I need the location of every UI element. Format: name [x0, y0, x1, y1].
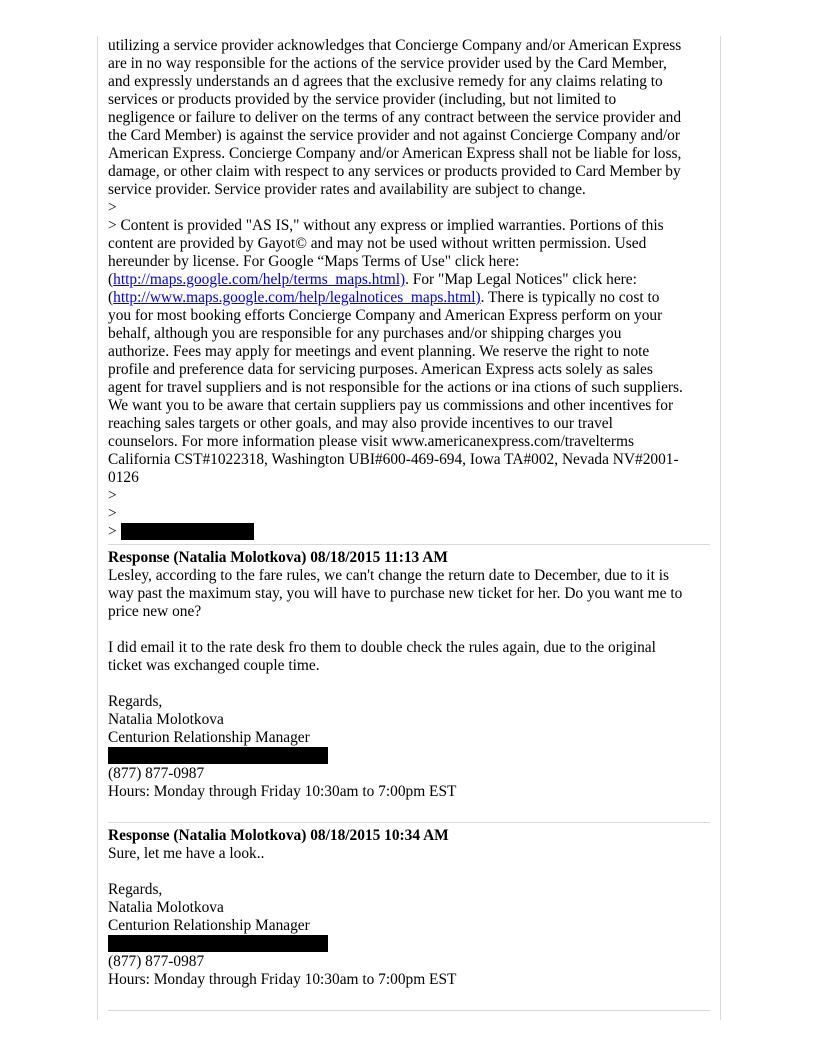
- divider: [108, 822, 710, 823]
- spacer: [108, 621, 710, 639]
- spacer: [108, 675, 710, 693]
- spacer: [108, 989, 710, 1007]
- signature-title: Centurion Relationship Manager: [108, 729, 310, 746]
- response-header: Response (Natalia Molotkova) 08/18/2015 11:13 AM: [108, 549, 448, 566]
- divider: [108, 1010, 710, 1011]
- terms-line: agent for travel suppliers and is not responsible for the actions or ina ctions of such suppliers.: [108, 379, 683, 396]
- terms-line: reaching sales targets or other goals, and may also provide incentives to our travel: [108, 415, 613, 432]
- terms-line: We want you to be aware that certain suppliers pay us commissions and other incentives for: [108, 397, 674, 414]
- terms-paragraph: [108, 217, 710, 541]
- terms-line: California CST#1022318, Washington UBI#600-469-694, Iowa TA#002, Nevada NV#2001-: [108, 451, 679, 468]
- quote-marker: >: [108, 487, 117, 504]
- terms-line: content are provided by Gayot© and may not be used without written permission. Used: [108, 235, 647, 252]
- terms-line: counselors. For more information please visit www.americanexpress.com/travelterms: [108, 433, 634, 450]
- signature-hours: Hours: Monday through Friday 10:30am to 7:00pm EST: [108, 971, 457, 988]
- maps-terms-link[interactable]: http://maps.google.com/help/terms_maps.html): [113, 271, 406, 288]
- quote-marker: >: [108, 523, 121, 540]
- email-thread: [108, 37, 710, 1015]
- response-entry: [108, 827, 710, 1007]
- link-suffix: . There is typically no cost to: [480, 289, 660, 306]
- response-body-line: Sure, let me have a look..: [108, 845, 265, 862]
- redaction-box: [121, 523, 254, 540]
- disclaimer-line: negligence or failure to deliver on the terms of any contract between the service provider and: [108, 109, 682, 126]
- disclaimer-line: service provider. Service provider rates and availability are subject to change.: [108, 181, 586, 198]
- quote-marker: >: [108, 505, 117, 522]
- signature-regards: Regards,: [108, 693, 163, 710]
- legal-notices-link[interactable]: http://www.maps.google.com/help/legalnotices_maps.html): [113, 289, 481, 306]
- response-body-line: Lesley, according to the fare rules, we can't change the return date to December, due to it is: [108, 567, 669, 584]
- quote-marker: >: [108, 199, 117, 216]
- terms-line: profile and preference data for servicing purposes. American Express acts solely as sales: [108, 361, 653, 378]
- disclaimer-line: and expressly understands an d agrees that the exclusive remedy for any claims relating to: [108, 73, 663, 90]
- terms-line-with-link: [108, 271, 710, 289]
- signature-title: Centurion Relationship Manager: [108, 917, 310, 934]
- terms-line: behalf, although you are responsible for any purchases and/or shipping charges you: [108, 325, 622, 342]
- disclaimer-line: American Express. Concierge Company and/or American Express shall not be liable for loss,: [108, 145, 682, 162]
- terms-line: you for most booking efforts Concierge Company and American Express perform on your: [108, 307, 663, 324]
- terms-line: hereunder by license. For Google “Maps Terms of Use" click here:: [108, 253, 520, 270]
- signature-regards: Regards,: [108, 881, 163, 898]
- disclaimer-line: utilizing a service provider acknowledges that Concierge Company and/or American Express: [108, 37, 682, 54]
- spacer: [108, 801, 710, 819]
- terms-line-with-link: [108, 289, 710, 307]
- response-body-line: price new one?: [108, 603, 202, 620]
- disclaimer-paragraph: [108, 37, 710, 217]
- signature-redacted: [108, 935, 710, 953]
- link-prefix: (: [108, 289, 114, 306]
- signature-name: Natalia Molotkova: [108, 899, 224, 916]
- signature-hours: Hours: Monday through Friday 10:30am to 7:00pm EST: [108, 783, 457, 800]
- redaction-box: [108, 935, 328, 952]
- response-body-line: ticket was exchanged couple time.: [108, 657, 320, 674]
- redaction-box: [108, 747, 328, 764]
- signature-phone: (877) 877-0987: [108, 953, 205, 970]
- disclaimer-line: the Card Member) is against the service provider and not against Concierge Company and/or: [108, 127, 681, 144]
- spacer: [108, 863, 710, 881]
- terms-line: > Content is provided "AS IS," without any express or implied warranties. Portions of this: [108, 217, 664, 234]
- response-body-line: way past the maximum stay, you will have to purchase new ticket for her. Do you want me to: [108, 585, 683, 602]
- disclaimer-line: services or products provided by the service provider (including, but not limited to: [108, 91, 617, 108]
- link-suffix: . For "Map Legal Notices" click here:: [405, 271, 637, 288]
- response-body-line: I did email it to the rate desk fro them to double check the rules again, due to the original: [108, 639, 656, 656]
- disclaimer-line: damage, or other claim with respect to any services or products provided to Card Member by: [108, 163, 681, 180]
- divider: [108, 544, 710, 545]
- response-entry: [108, 549, 710, 819]
- signature-phone: (877) 877-0987: [108, 765, 205, 782]
- terms-line: 0126: [108, 469, 139, 486]
- signature-redacted: [108, 747, 710, 765]
- signature-name: Natalia Molotkova: [108, 711, 224, 728]
- disclaimer-line: are in no way responsible for the actions of the service provider used by the Card Member,: [108, 55, 667, 72]
- terms-line: authorize. Fees may apply for meetings and event planning. We reserve the right to note: [108, 343, 650, 360]
- link-prefix: (: [108, 271, 114, 288]
- response-header: Response (Natalia Molotkova) 08/18/2015 10:34 AM: [108, 827, 449, 844]
- quote-redacted-line: [108, 523, 710, 541]
